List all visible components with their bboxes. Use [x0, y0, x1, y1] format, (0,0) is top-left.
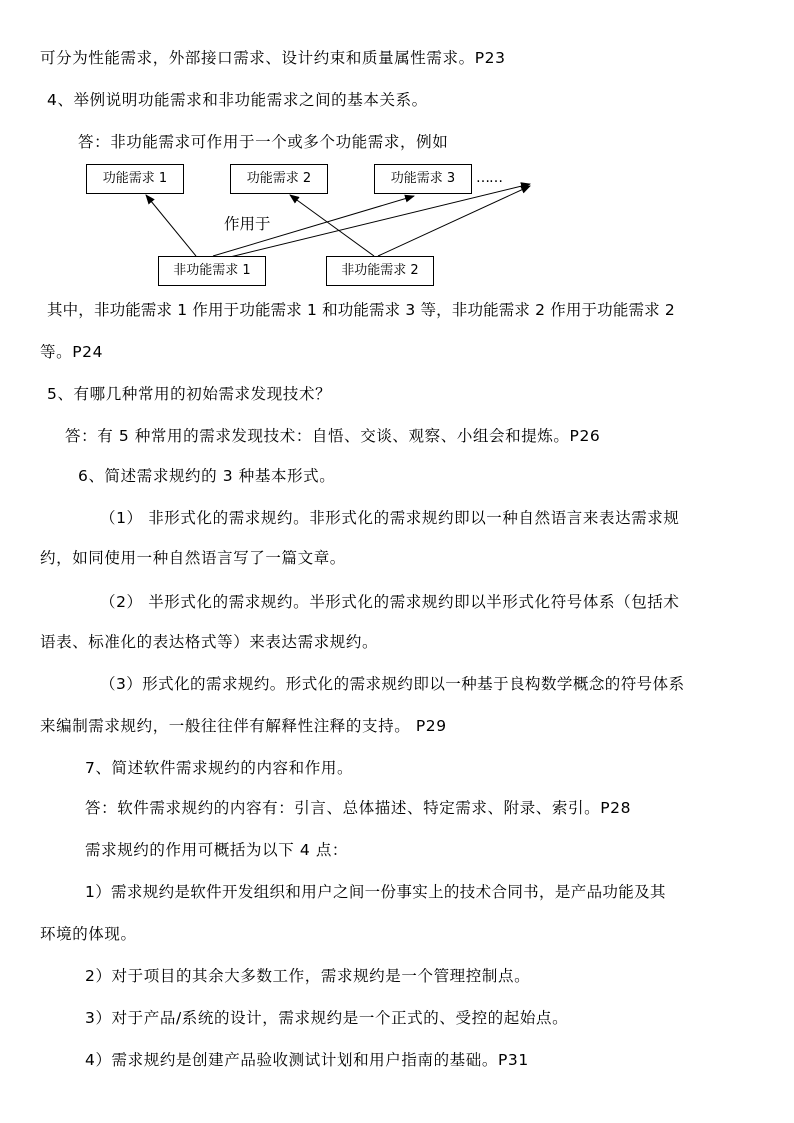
functional-req-box-2: 功能需求 2	[230, 164, 328, 194]
nonfunctional-req-box-1: 非功能需求 1	[158, 256, 266, 286]
arrow-nf2-to-more	[378, 186, 530, 256]
answer-text: 答：非功能需求可作用于一个或多个功能需求，例如	[78, 133, 449, 151]
text-line: 约，如同使用一种自然语言写了一篇文章。	[40, 549, 346, 567]
text-line: 需求规约的作用可概括为以下 4 点：	[85, 841, 349, 859]
text-line: （2） 半形式化的需求规约。半形式化的需求规约即以半形式化符号体系（包括术	[100, 593, 680, 611]
text-line: 来编制需求规约，一般往往伴有解释性注释的支持。 P29	[40, 717, 447, 735]
text-line: 等。P24	[40, 343, 104, 361]
text-line: 4）需求规约是创建产品验收测试计划和用户指南的基础。P31	[85, 1051, 529, 1069]
nonfunctional-req-box-2: 非功能需求 2	[326, 256, 434, 286]
question-heading: 4、举例说明功能需求和非功能需求之间的基本关系。	[47, 91, 428, 109]
text-line: 可分为性能需求，外部接口需求、设计约束和质量属性需求。P23	[40, 49, 506, 67]
answer-text: 答：有 5 种常用的需求发现技术：自悟、交谈、观察、小组会和提炼。P26	[65, 427, 601, 445]
functional-req-box-3: 功能需求 3	[374, 164, 472, 194]
relation-label: 作用于	[224, 215, 271, 233]
text-line: 语表、标准化的表达格式等）来表达需求规约。	[40, 633, 379, 651]
arrow-nf1-to-more	[230, 184, 530, 257]
text-line: （1） 非形式化的需求规约。非形式化的需求规约即以一种自然语言来表达需求规	[100, 509, 680, 527]
question-heading: 7、简述软件需求规约的内容和作用。	[85, 759, 354, 777]
ellipsis: ……	[476, 170, 502, 186]
text-line: 1）需求规约是软件开发组织和用户之间一份事实上的技术合同书，是产品功能及其	[85, 883, 666, 901]
question-heading: 6、简述需求规约的 3 种基本形式。	[78, 467, 336, 485]
text-line: 其中，非功能需求 1 作用于功能需求 1 和功能需求 3 等，非功能需求 2 作用于功能需求 2	[47, 301, 675, 319]
text-line: （3）形式化的需求规约。形式化的需求规约即以一种基于良构数学概念的符号体系	[100, 675, 685, 693]
diagram-arrows	[0, 0, 794, 300]
text-line: 2）对于项目的其余大多数工作，需求规约是一个管理控制点。	[85, 967, 531, 985]
text-line: 环境的体现。	[40, 925, 137, 943]
arrow-nf1-to-f1	[146, 195, 196, 256]
text-line: 3）对于产品/系统的设计，需求规约是一个正式的、受控的起始点。	[85, 1009, 569, 1027]
functional-req-box-1: 功能需求 1	[86, 164, 184, 194]
answer-text: 答：软件需求规约的内容有：引言、总体描述、特定需求、附录、索引。P28	[85, 799, 632, 817]
question-heading: 5、有哪几种常用的初始需求发现技术？	[47, 385, 332, 403]
